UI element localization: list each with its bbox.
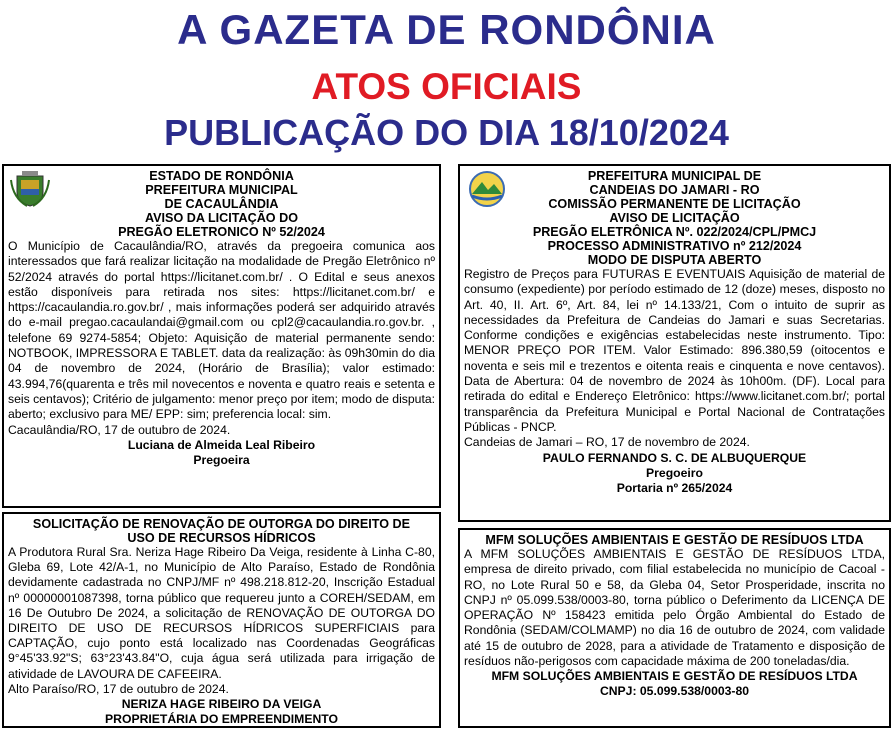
header-line: AVISO DE LICITAÇÃO (609, 211, 740, 225)
signer-role: Pregoeira (193, 452, 250, 467)
signer-role: Pregoeiro (646, 465, 703, 480)
header-line: MODO DE DISPUTA ABERTO (587, 253, 762, 267)
notice-candeias (458, 164, 891, 522)
notice-body: A MFM SOLUÇÕES AMBIENTAIS E GESTÃO DE RESÍDUOS LTDA, empresa de direito privado, com filial estabelecida no município de Cacoal - RO, no Lote Rural 50 e 58, da Gleba 04, Setor Prosperidade, inscrita no CNPJ nº 05.099.538/0003-80, torna público o Deferimento da LICENÇA DE OPERAÇÃO Nº 158423 emitida pelo Órgão Ambiental do Estado de Rondônia (SEDAM/COLMAMP) no dia 16 de outubro de 2024, com validade até 15 de outubro de 2028, para a atividade de Tratamento e disposição de resíduos não-perigosos com capacidade máxima de 200 toneladas/dia. (464, 547, 885, 669)
notice-body: A Produtora Rural Sra. Neriza Hage Ribeiro Da Veiga, residente à Linha C-80, Gleba 69, Lote 42/A-1, no Município de Alto Paraíso, Estado de Rondônia devidamente cadastrada no CNPJ/MF nº 498.218.812-20, Inscrição Estadual nº 00000001087398, torna público que requereu junto a COREH/SEDAM, em 16 De Outubro De 2024, a solicitação de RENOVAÇÃO DE OUTORGA DO DIREITO DE USO DE RECURSOS HÍDRICOS SUPERFICIAIS para CAPTAÇÃO, cujo ponto está localizado nas Coordenadas Geográficas 9°45'33.92"S; 63°23'43.84"O, cuja água será utilizada para irrigação de atividade de LAVOURA DE CAFEEIRA. (8, 545, 435, 681)
newspaper-title: A GAZETA DE RONDÔNIA (177, 6, 716, 53)
notice-body: Registro de Preços para FUTURAS E EVENTUAIS Aquisição de material de consumo (expediente) por período estimado de 12 (doze) meses, disposto no Art. 40, II. Art. 6º, Art. 84, lei nº 14.133/21, Com o intuito de suprir as necessidades da Prefeitura de Candeias do Jamari e suas Secretarias. Conforme condições e exigências estabelecidas neste instrumento. Tipo: MENOR PREÇO POR ITEM. Valor Estimado: 896.380,59 (oitocentos e noventa e seis mil e trezentos e oitenta reais e cinquenta e nove centavos). Data de Abertura: 04 de novembro de 2024 às 10h00m. (DF). Local para retirada do edital e Endereço Eletrônico: https://www.licitanet.com.br/; portal transparência da Prefeitura Municipal e Portal Nacional de Contratações Públicas - PNCP. (464, 267, 885, 434)
header-line: PREGÃO ELETRÔNICA Nº. 022/2024/CPL/PMCJ (532, 225, 817, 239)
publication-date: PUBLICAÇÃO DO DIA 18/10/2024 (164, 112, 729, 153)
signer-name: PAULO FERNANDO S. C. DE ALBUQUERQUE (542, 450, 807, 465)
place-date: Alto Paraíso/RO, 17 de outubro de 2024. (8, 681, 229, 696)
signer-name: Luciana de Almeida Leal Ribeiro (127, 437, 316, 452)
place-date: Candeias de Jamari – RO, 17 de novembro de 2024. (464, 435, 750, 450)
notice-body: O Município de Cacaulândia/RO, através da pregoeira comunica aos interessados que fará realizar licitação na modalidade de Pregão Eletrônico nº 52/2024 através do portal https://licitanet.com.br/ . O Edital e seus anexos estão disponíveis para retirada nos sites: https://licitanet.com.br/ e https://cacaulandia.ro.gov.br/ , mais informações poderá ser adquirido através do e-mail pregao.cacaulandai@gmail.com ou cpl2@cacaulandia.ro.gov.br. , telefone 69 9274-5854; Objeto: Aquisição de material permanente sendo: NOTBOOK, IMPRESSORA E TABLET. data da realização: às 09h30min do dia 04 de novembro de 2024, (Horário de Brasília); valor estimado: 43.994,76(quarenta e três mil novecentos e noventa e quatro reais e setenta e seis centavos); Critério de julgamento: menor preço por item; modo de disputa: aberto; exclusivo para ME/ EPP: sim; preferencia local: sim. (8, 239, 435, 422)
header-line: SOLICITAÇÃO DE RENOVAÇÃO DE OUTORGA DO DIREITO DE (32, 517, 411, 531)
ordinance: Portaria nº 265/2024 (616, 480, 733, 495)
header-line: AVISO DA LICITAÇÃO DO (145, 211, 298, 225)
header-line: CANDEIAS DO JAMARI - RO (589, 183, 760, 197)
header-line: PREFEITURA MUNICIPAL (145, 183, 298, 197)
notice-mfm (458, 528, 891, 728)
notice-cacaulandia (2, 164, 441, 508)
header-line: PROCESSO ADMINISTRATIVO nº 212/2024 (547, 239, 802, 253)
header-line: USO DE RECURSOS HÍDRICOS (127, 531, 316, 545)
signer-name: MFM SOLUÇÕES AMBIENTAIS E GESTÃO DE RESÍDUOS LTDA (491, 669, 858, 684)
place-date: Cacaulândia/RO, 17 de outubro de 2024. (8, 422, 231, 437)
header-line: COMISSÃO PERMANENTE DE LICITAÇÃO (548, 197, 801, 211)
header-line: ESTADO DE RONDÔNIA (149, 169, 294, 183)
notice-header (8, 517, 435, 545)
section-title: ATOS OFICIAIS (311, 66, 582, 107)
notice-header: MFM SOLUÇÕES AMBIENTAIS E GESTÃO DE RESÍDUOS LTDA (485, 533, 864, 547)
signer-name: NERIZA HAGE RIBEIRO DA VEIGA (121, 697, 322, 712)
coat-of-arms-icon (9, 170, 51, 208)
notice-water-rights (2, 512, 441, 728)
header-line: DE CACAULÂNDIA (164, 197, 279, 211)
notice-header (464, 169, 885, 267)
header-line: PREFEITURA MUNICIPAL DE (587, 169, 762, 183)
signer-role: PROPRIETÁRIA DO EMPREENDIMENTO (105, 712, 338, 727)
municipal-seal-icon (466, 170, 508, 208)
company-cnpj: CNPJ: 05.099.538/0003-80 (599, 684, 750, 699)
notice-header (8, 169, 435, 239)
header-line: PREGÃO ELETRONICO Nº 52/2024 (118, 225, 325, 239)
